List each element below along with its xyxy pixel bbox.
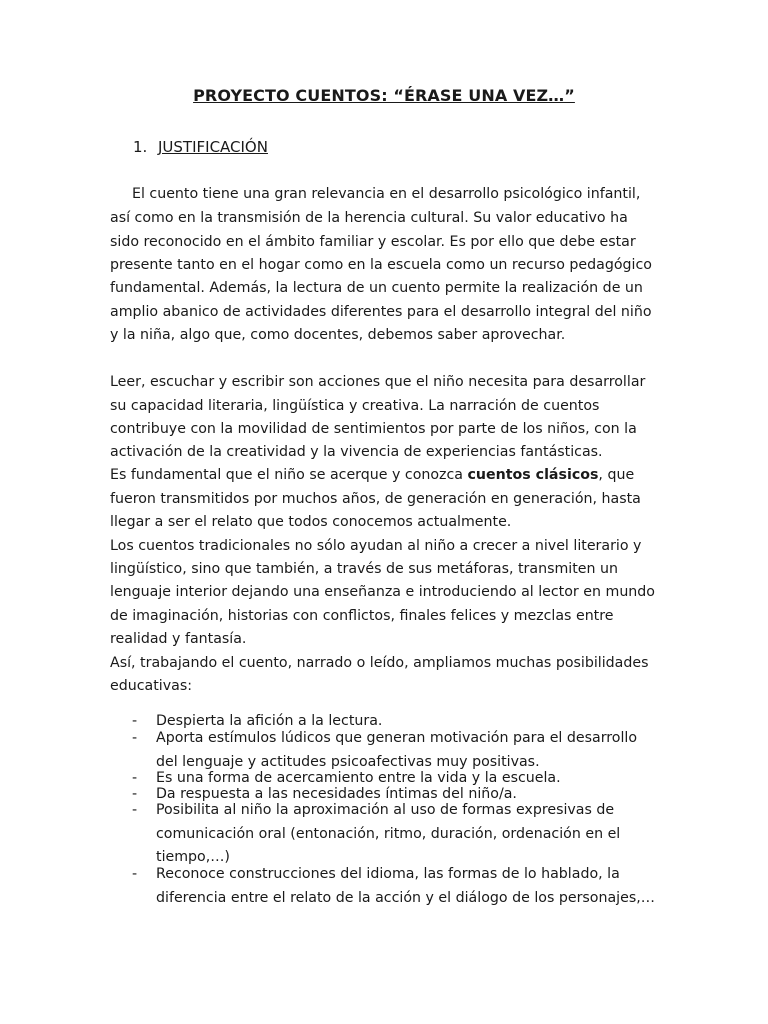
paragraph-line: sido reconocido en el ámbito familiar y escolar. Es por ello que debe estar [110, 234, 636, 250]
paragraph-line: presente tanto en el hogar como en la escuela como un recurso pedagógico [110, 257, 652, 273]
paragraph-line: su capacidad literaria, lingüística y creativa. La narración de cuentos [110, 398, 600, 414]
bullet-marker: - [132, 730, 138, 746]
bold-term: cuentos clásicos [467, 467, 599, 483]
paragraph-line: realidad y fantasía. [110, 631, 247, 647]
paragraph-line: de imaginación, historias con conflictos, finales felices y mezclas entre [110, 608, 614, 624]
paragraph-line [110, 465, 634, 485]
bullet-marker: - [132, 786, 138, 802]
paragraph-line: fundamental. Además, la lectura de un cuento permite la realización de un [110, 280, 643, 296]
paragraph-line: lingüístico, sino que también, a través de sus metáforas, transmiten un [110, 561, 619, 577]
paragraph-line: fueron transmitidos por muchos años, de generación en generación, hasta [110, 491, 641, 507]
paragraph-text: Es fundamental que el niño se acerque y conozca [110, 467, 468, 483]
paragraph-line: amplio abanico de actividades diferentes para el desarrollo integral del niño [110, 304, 652, 320]
paragraph-line: activación de la creatividad y la vivencia de experiencias fantásticas. [110, 444, 603, 460]
paragraph-line: Así, trabajando el cuento, narrado o leído, ampliamos muchas posibilidades [110, 655, 649, 671]
section-number: 1. [133, 138, 148, 156]
bullet-marker: - [132, 802, 138, 818]
bullet-marker: - [132, 866, 138, 882]
bullet-item-continuation: diferencia entre el relato de la acción y el diálogo de los personajes,… [156, 890, 655, 906]
section-title: JUSTIFICACIÓN [158, 138, 268, 156]
bullet-item: Posibilita al niño la aproximación al uso de formas expresivas de [156, 802, 615, 818]
paragraph-line: así como en la transmisión de la herencia cultural. Su valor educativo ha [110, 210, 628, 226]
bullet-item: Reconoce construcciones del idioma, las formas de lo hablado, la [156, 866, 620, 882]
bullet-item: Es una forma de acercamiento entre la vida y la escuela. [156, 770, 561, 786]
paragraph-text: , que [598, 467, 635, 483]
paragraph-line: Los cuentos tradicionales no sólo ayudan al niño a crecer a nivel literario y [110, 538, 642, 554]
paragraph-line: educativas: [110, 678, 192, 694]
paragraph-line: y la niña, algo que, como docentes, debemos saber aprovechar. [110, 327, 566, 343]
bullet-item-continuation: tiempo,…) [156, 849, 230, 865]
bullet-item: Aporta estímulos lúdicos que generan motivación para el desarrollo [156, 730, 638, 746]
bullet-marker: - [132, 770, 138, 786]
bullet-item-continuation: del lenguaje y actitudes psicoafectivas muy positivas. [156, 754, 540, 770]
paragraph-line: lenguaje interior dejando una enseñanza e introduciendo al lector en mundo [110, 584, 655, 600]
bullet-marker: - [132, 713, 138, 729]
bullet-item-continuation: comunicación oral (entonación, ritmo, duración, ordenación en el [156, 826, 621, 842]
paragraph-line: llegar a ser el relato que todos conocemos actualmente. [110, 514, 512, 530]
paragraph-line: El cuento tiene una gran relevancia en el desarrollo psicológico infantil, [132, 186, 641, 202]
document-title: PROYECTO CUENTOS: “ÉRASE UNA VEZ…” [193, 86, 575, 105]
bullet-item: Despierta la afición a la lectura. [156, 713, 383, 729]
paragraph-line: contribuye con la movilidad de sentimientos por parte de los niños, con la [110, 421, 637, 437]
bullet-item: Da respuesta a las necesidades íntimas del niño/a. [156, 786, 517, 802]
section-heading [133, 138, 268, 156]
paragraph-line: Leer, escuchar y escribir son acciones que el niño necesita para desarrollar [110, 374, 646, 390]
